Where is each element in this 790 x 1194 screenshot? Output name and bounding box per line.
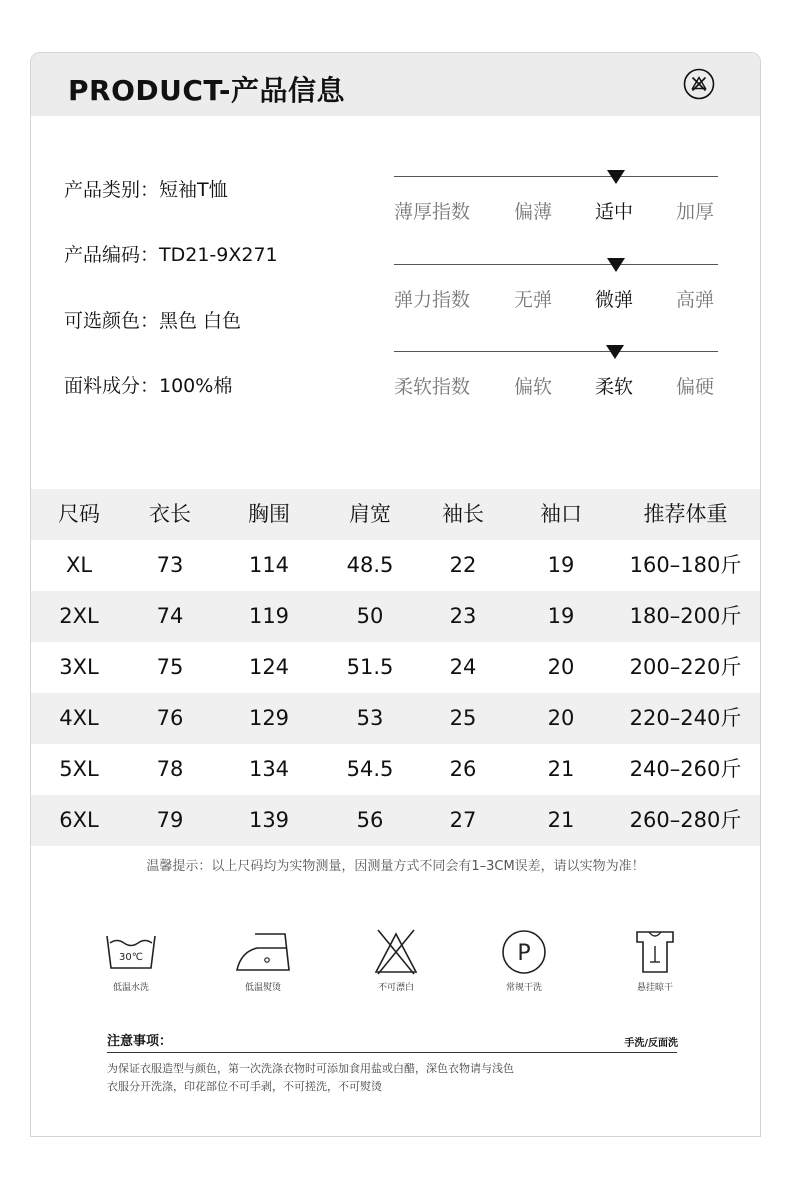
cell-cuff: 19: [547, 553, 575, 577]
spec-code: 产品编码：TD21-9X271: [64, 244, 278, 266]
iron-low-icon: [233, 928, 293, 976]
cell-length: 79: [156, 808, 184, 832]
size-note: 温馨提示：以上尺码均为实物测量，因测量方式不同会有1–3CM误差，请以实物为准！: [146, 859, 645, 874]
attention-title: 注意事项：: [107, 1034, 173, 1049]
scale-option: 偏软: [514, 376, 553, 398]
scale-pointer-icon: [607, 258, 625, 272]
cell-chest: 114: [248, 553, 290, 577]
scale-thickness: [394, 176, 718, 223]
size-table: [31, 489, 760, 846]
no-bleach-badge-icon: [683, 68, 715, 100]
cell-weight: 220–240斤: [629, 706, 742, 730]
hang-dry-icon: [625, 928, 685, 976]
table-row: [31, 642, 760, 693]
care-label: 常规干洗: [505, 983, 542, 993]
cell-size: 5XL: [59, 757, 99, 781]
cell-chest: 139: [248, 808, 290, 832]
cell-cuff: 20: [547, 655, 575, 679]
cell-size: 2XL: [59, 604, 99, 628]
scale-name: 弹力指数: [394, 289, 471, 311]
col-header: 袖口: [540, 502, 582, 526]
attention-text: 为保证衣服造型与颜色，第一次洗涤衣物时可添加食用盐或白醋，深色衣物请与浅色: [107, 1062, 514, 1075]
cell-size: XL: [65, 553, 93, 577]
scale-pointer-icon: [606, 345, 624, 359]
attention-text: 衣服分开洗涤，印花部位不可手剥，不可搓洗，不可熨烫: [107, 1080, 382, 1093]
cell-shoulder: 53: [356, 706, 384, 730]
dry-clean-p-icon: [494, 928, 554, 976]
no-bleach-icon: [366, 928, 426, 976]
cell-cuff: 20: [547, 706, 575, 730]
cell-weight: 200–220斤: [629, 655, 742, 679]
table-row: [31, 540, 760, 591]
care-label: 低温水洗: [112, 983, 149, 993]
scale-name: 柔软指数: [394, 376, 471, 398]
cell-size: 4XL: [59, 706, 99, 730]
svg-text:30℃: 30℃: [119, 952, 143, 963]
cell-size: 6XL: [59, 808, 99, 832]
scale-option: 高弹: [676, 289, 715, 311]
table-header-row: [31, 489, 760, 540]
cell-sleeve: 24: [449, 655, 477, 679]
spec-fabric: 面料成分：100%棉: [64, 375, 233, 397]
cell-shoulder: 51.5: [346, 655, 394, 679]
cell-sleeve: 26: [449, 757, 477, 781]
spec-category: 产品类别：短袖T恤: [64, 179, 228, 201]
cell-chest: 119: [248, 604, 290, 628]
cell-cuff: 19: [547, 604, 575, 628]
cell-weight: 160–180斤: [629, 553, 742, 577]
cell-shoulder: 54.5: [346, 757, 394, 781]
divider: [107, 1052, 677, 1053]
cell-sleeve: 27: [449, 808, 477, 832]
table-row: [31, 591, 760, 642]
cell-sleeve: 23: [449, 604, 477, 628]
scale-option: 加厚: [676, 201, 715, 223]
cell-shoulder: 56: [356, 808, 384, 832]
wash-30-icon: [101, 928, 161, 976]
cell-sleeve: 25: [449, 706, 477, 730]
col-header: 衣长: [149, 502, 191, 526]
scale-option: 偏硬: [676, 376, 715, 398]
scale-option-selected: 微弹: [595, 289, 634, 311]
scale-track: [394, 176, 718, 177]
cell-length: 73: [156, 553, 184, 577]
col-header: 胸围: [248, 502, 290, 526]
cell-length: 75: [156, 655, 184, 679]
cell-length: 76: [156, 706, 184, 730]
scale-option-selected: 柔软: [595, 376, 634, 398]
scale-track: [394, 351, 718, 352]
scale-name: 薄厚指数: [394, 201, 471, 223]
cell-length: 74: [156, 604, 184, 628]
care-label: 低温熨烫: [244, 983, 281, 993]
attention-wash-method: 手洗/反面洗: [624, 1038, 678, 1049]
cell-length: 78: [156, 757, 184, 781]
col-header: 尺码: [58, 502, 100, 526]
scale-option: 偏薄: [514, 201, 553, 223]
page-title: PRODUCT-产品信息: [68, 74, 346, 107]
scale-option: 无弹: [514, 289, 553, 311]
table-row: [31, 693, 760, 744]
scale-pointer-icon: [607, 170, 625, 184]
cell-shoulder: 50: [356, 604, 384, 628]
cell-weight: 240–260斤: [629, 757, 742, 781]
card-header: [31, 53, 760, 116]
table-row: [31, 795, 760, 846]
col-header: 袖长: [442, 502, 484, 526]
cell-chest: 134: [248, 757, 290, 781]
scale-elasticity: [394, 264, 718, 311]
cell-chest: 129: [248, 706, 290, 730]
cell-sleeve: 22: [449, 553, 477, 577]
table-row: [31, 744, 760, 795]
scale-softness: [394, 351, 718, 398]
cell-shoulder: 48.5: [346, 553, 394, 577]
col-header: 肩宽: [349, 502, 391, 526]
cell-cuff: 21: [547, 808, 575, 832]
cell-size: 3XL: [59, 655, 99, 679]
cell-cuff: 21: [547, 757, 575, 781]
col-header: 推荐体重: [643, 502, 728, 526]
svg-text:P: P: [517, 941, 531, 966]
scale-option-selected: 适中: [595, 201, 634, 223]
cell-chest: 124: [248, 655, 290, 679]
cell-weight: 180–200斤: [629, 604, 742, 628]
product-info-card: [30, 52, 761, 1137]
care-label: 不可漂白: [377, 983, 414, 993]
care-label: 悬挂晾干: [636, 983, 673, 993]
cell-weight: 260–280斤: [629, 808, 742, 832]
scale-track: [394, 264, 718, 265]
spec-colors: 可选颜色：黑色 白色: [64, 310, 242, 332]
